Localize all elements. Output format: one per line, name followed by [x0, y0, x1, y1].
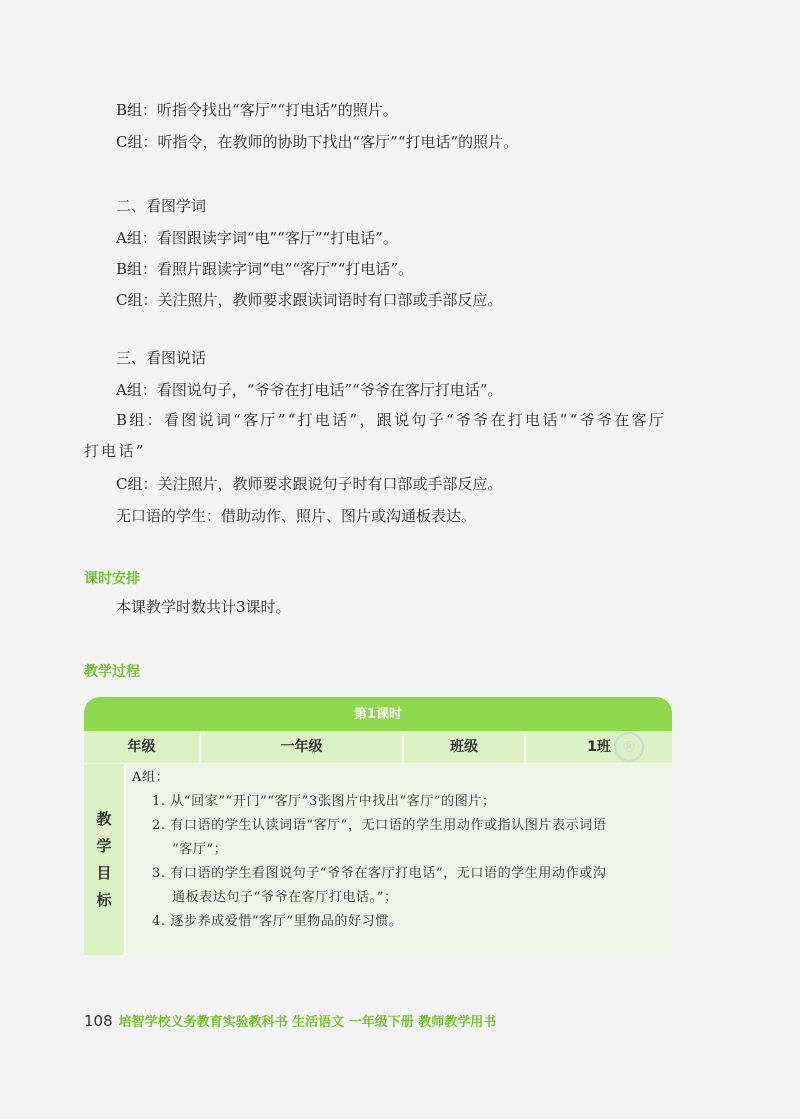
goal-item: 3. 有口语的学生看图说句子“爷爷在客厅打电话”，无口语的学生用动作或沟: [152, 866, 607, 881]
page-number: 108: [84, 1012, 113, 1030]
lesson-table: [84, 697, 672, 955]
class-value: 1班: [587, 739, 611, 755]
page-footer: [84, 1011, 496, 1030]
text-line: C组：听指令，在教师的协助下找出“客厅”“打电话”的照片。: [116, 133, 519, 151]
registered-mark-icon: ®: [614, 732, 644, 762]
grade-value: 一年级: [280, 739, 323, 755]
goal-item-continued: “客厅”；: [172, 842, 228, 857]
text-line: A组：看图跟读字词“电”“客厅”“打电话”。: [116, 229, 398, 247]
schedule-text: 本课教学时数共计3课时。: [116, 598, 291, 616]
goals-cell: [84, 764, 672, 955]
process-heading: 教学过程: [84, 664, 140, 680]
side-char: 标: [96, 891, 112, 909]
group-label: A组：: [132, 770, 170, 785]
side-char: 教: [96, 810, 112, 828]
goals-side-label: [84, 764, 124, 955]
side-char: 学: [96, 837, 112, 855]
goal-item: 2. 有口语的学生认读词语“客厅”，无口语的学生用动作或指认图片表示词语: [152, 818, 607, 833]
side-char: 目: [96, 864, 112, 882]
table-header-row: [84, 731, 672, 764]
section-title: 二、看图学词: [116, 197, 207, 215]
schedule-heading: 课时安排: [84, 571, 140, 587]
text-line: C组：关注照片，教师要求跟读词语时有口部或手部反应。: [116, 291, 503, 309]
text-line: B组：听指令找出“客厅”“打电话”的照片。: [116, 101, 398, 119]
goal-item: 1. 从“回家”“开门”“客厅”3张图片中找出“客厅”的图片；: [152, 794, 496, 809]
text-line: A组：看图说句子，“爷爷在打电话”“爷爷在客厅打电话”。: [116, 381, 503, 399]
text-paragraph: B组：看图说词“客厅”“打电话”，跟说句子“爷爷在打电话”“爷爷在客厅打电话”: [84, 411, 667, 460]
book-title: 培智学校义务教育实验教科书 生活语文 一年级下册 教师教学用书: [118, 1015, 497, 1030]
section-title: 三、看图说话: [116, 349, 207, 367]
goal-item: 4. 逐步养成爱惜“客厅”里物品的好习惯。: [152, 914, 403, 929]
class-label: 班级: [450, 739, 478, 755]
column-divider: [124, 764, 126, 955]
table-title: 第1课时: [84, 697, 672, 731]
text-line: C组：关注照片，教师要求跟说句子时有口部或手部反应。: [116, 475, 503, 493]
goal-item-continued: 通板表达句子“爷爷在客厅打电话。”；: [172, 890, 398, 905]
text-line: 无口语的学生：借助动作、照片、图片或沟通板表达。: [116, 507, 477, 525]
grade-label: 年级: [127, 739, 156, 755]
text-line: B组：看照片跟读字词“电”“客厅”“打电话”。: [116, 260, 414, 278]
